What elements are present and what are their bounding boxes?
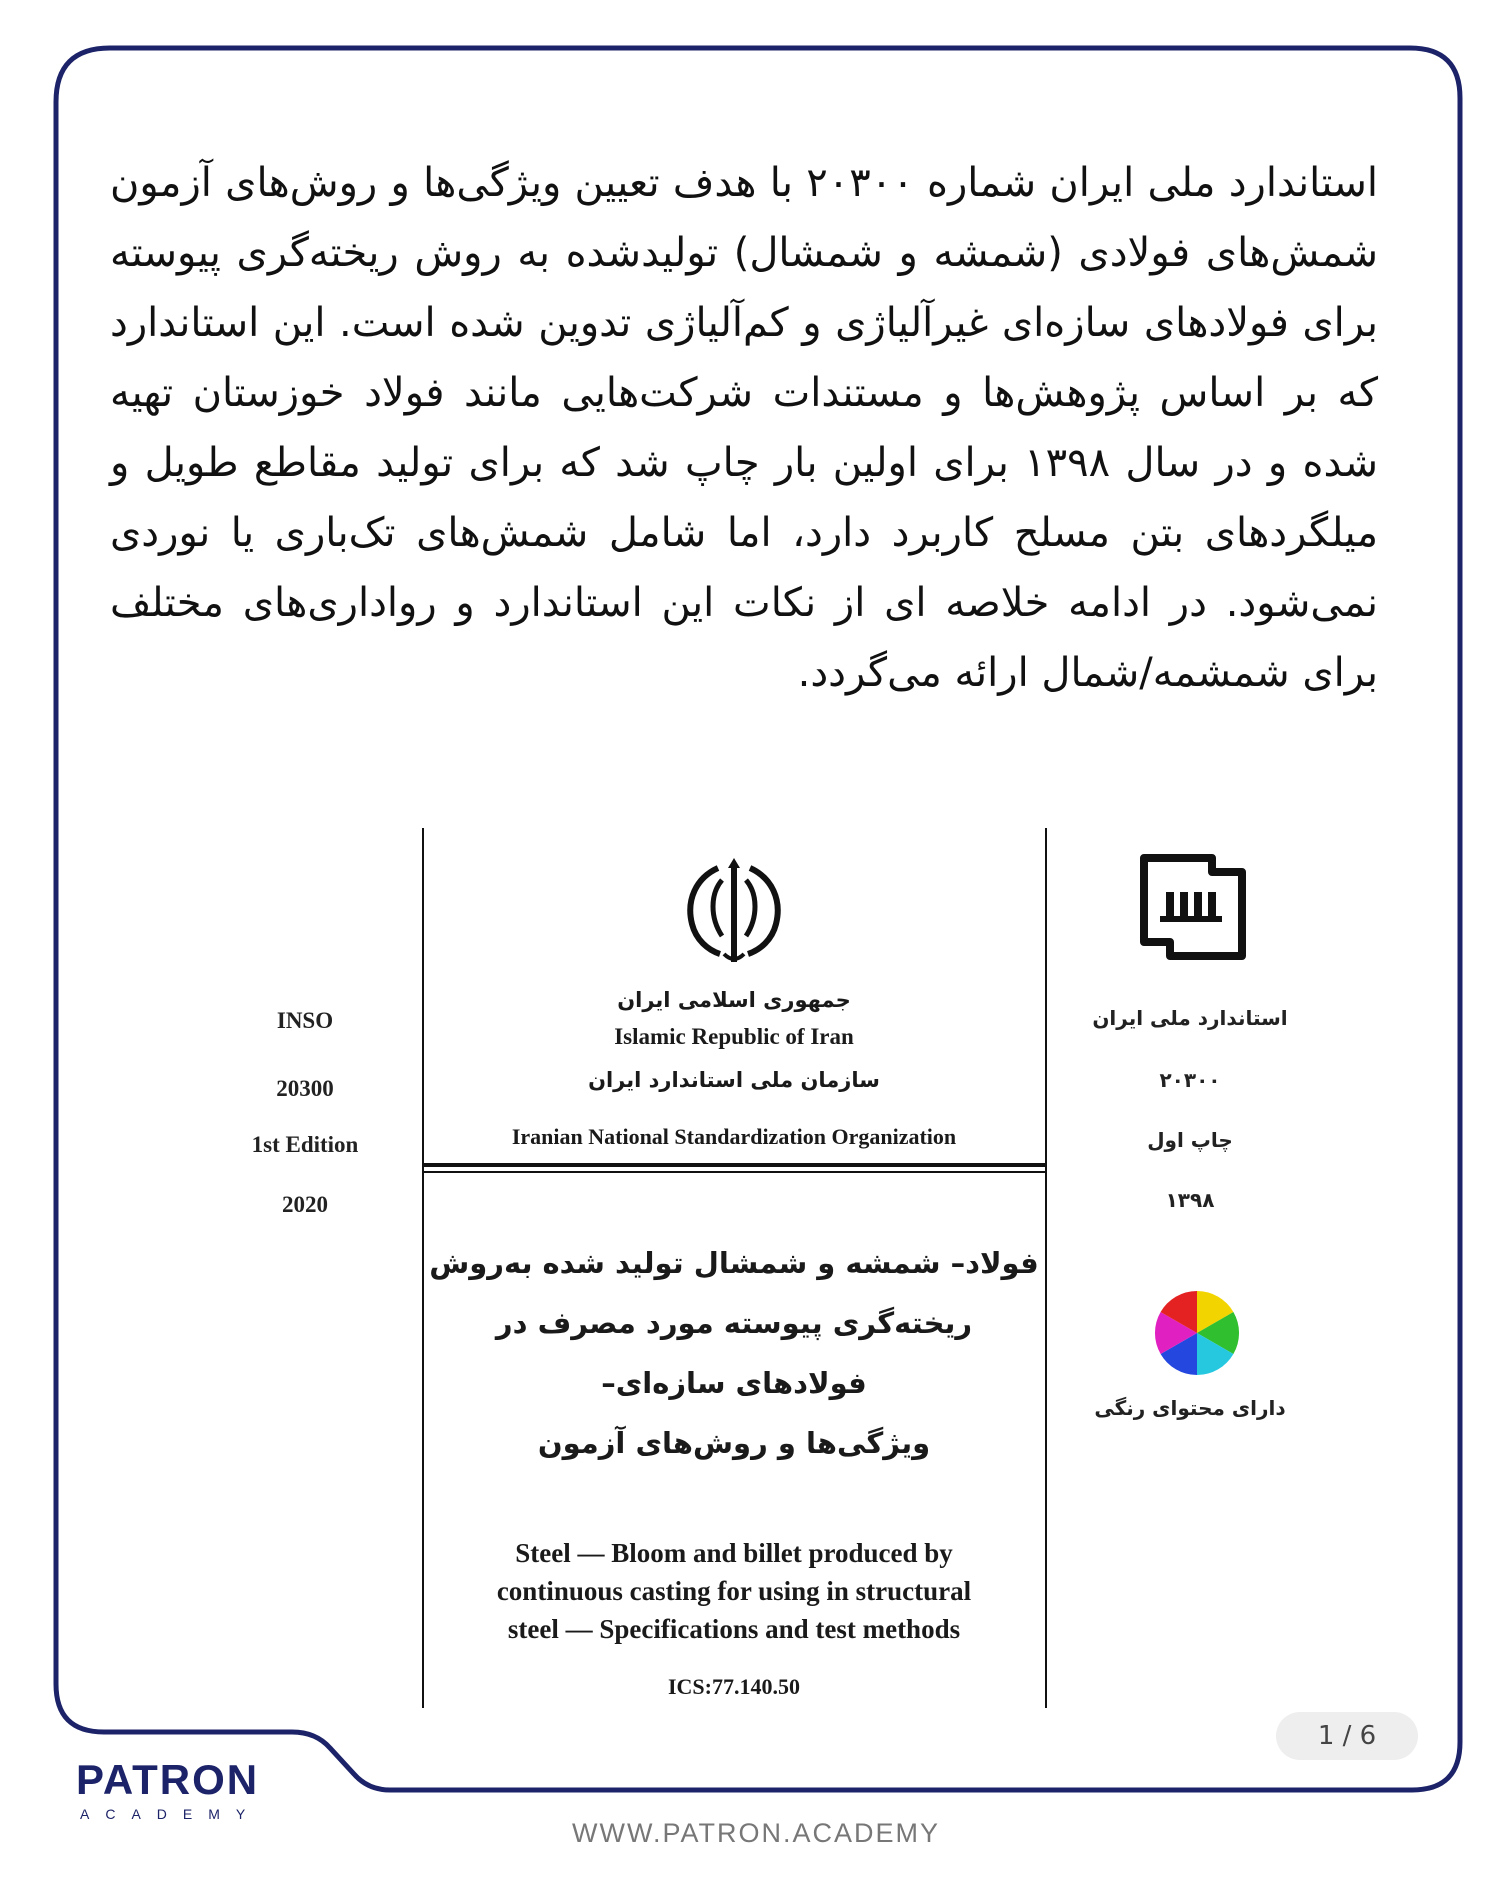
logo-subtitle: ACADEMY [80,1806,262,1822]
title-fa-line-4: ویژگی‌ها و روش‌های آزمون [537,1426,931,1460]
standard-number-fa: ۲۰۳۰۰ [1159,1068,1221,1092]
intro-paragraph: استاندارد ملی ایران شماره ۲۰۳۰۰ با هدف تعیین ویژگی‌ها و روش‌های آزمون شمش‌های فولادی (شمشه و شمشال) تولیدشده به روش ریخته‌گری پیوسته برای فولادهای سازه‌ای غیرآلیاژی و کم‌آلیاژی تدوین شده است. این استاندارد که بر اساس پژوهش‌ها و مستندات شرکت‌هایی مانند فولاد خوزستان تهیه شده و در سال ۱۳۹۸ برای اولین بار چاپ شد که برای تولید مقاطع طویل و میلگردهای بتن مسلح کاربرد دارد، اما شامل شمش‌های تک‌باری یا نوردی نمی‌شود. در ادامه خلاصه ای از نکات این استاندارد و رواداری‌های مختلف برای شمشمه/شمال ارائه می‌گردد. [110,160,1379,696]
cover-divider-right [1045,828,1047,1708]
logo-wordmark: PATRON [76,1756,260,1803]
title-en-line-1: Steel — Bloom and billet produced by [515,1538,953,1568]
org-en: Iranian National Standardization Organization [511,1124,957,1149]
edition-en: 1st Edition [251,1132,359,1157]
color-wheel-icon [1154,1290,1240,1376]
national-standard-label-fa: استاندارد ملی ایران [1092,1006,1288,1030]
year-en: 2020 [282,1192,328,1217]
ics-code: ICS:77.140.50 [667,1674,800,1699]
page-indicator: 1 / 6 [1276,1712,1418,1760]
org-fa: سازمان ملی استاندارد ایران [588,1068,880,1092]
website-url[interactable]: WWW.PATRON.ACADEMY [572,1818,940,1848]
title-fa-line-2: ریخته‌گری پیوسته مورد مصرف در [495,1306,973,1340]
patron-academy-logo [76,1756,336,1826]
republic-fa: جمهوری اسلامی ایران [617,988,851,1012]
year-fa: ۱۳۹۸ [1165,1188,1215,1212]
iran-emblem-icon [674,854,794,968]
republic-en: Islamic Republic of Iran [614,1024,854,1049]
color-content-note: دارای محتوای رنگی [1094,1396,1286,1420]
isiri-logo-icon [1130,852,1254,964]
title-fa-line-3: فولادهای سازه‌ای– [601,1366,867,1400]
inso-label: INSO [276,1008,334,1033]
title-fa-line-1: فولاد– شمشه و شمشال تولید شده به‌روش [429,1246,1039,1280]
title-en-line-2: continuous casting for using in structural [496,1576,972,1606]
title-rule-thin [422,1171,1047,1173]
standard-number-en: 20300 [276,1076,334,1101]
standard-cover-sheet [200,828,1320,1718]
title-en-line-3: steel — Specifications and test methods [507,1614,961,1644]
edition-fa: چاپ اول [1147,1128,1233,1152]
title-rule-thick [422,1163,1047,1167]
